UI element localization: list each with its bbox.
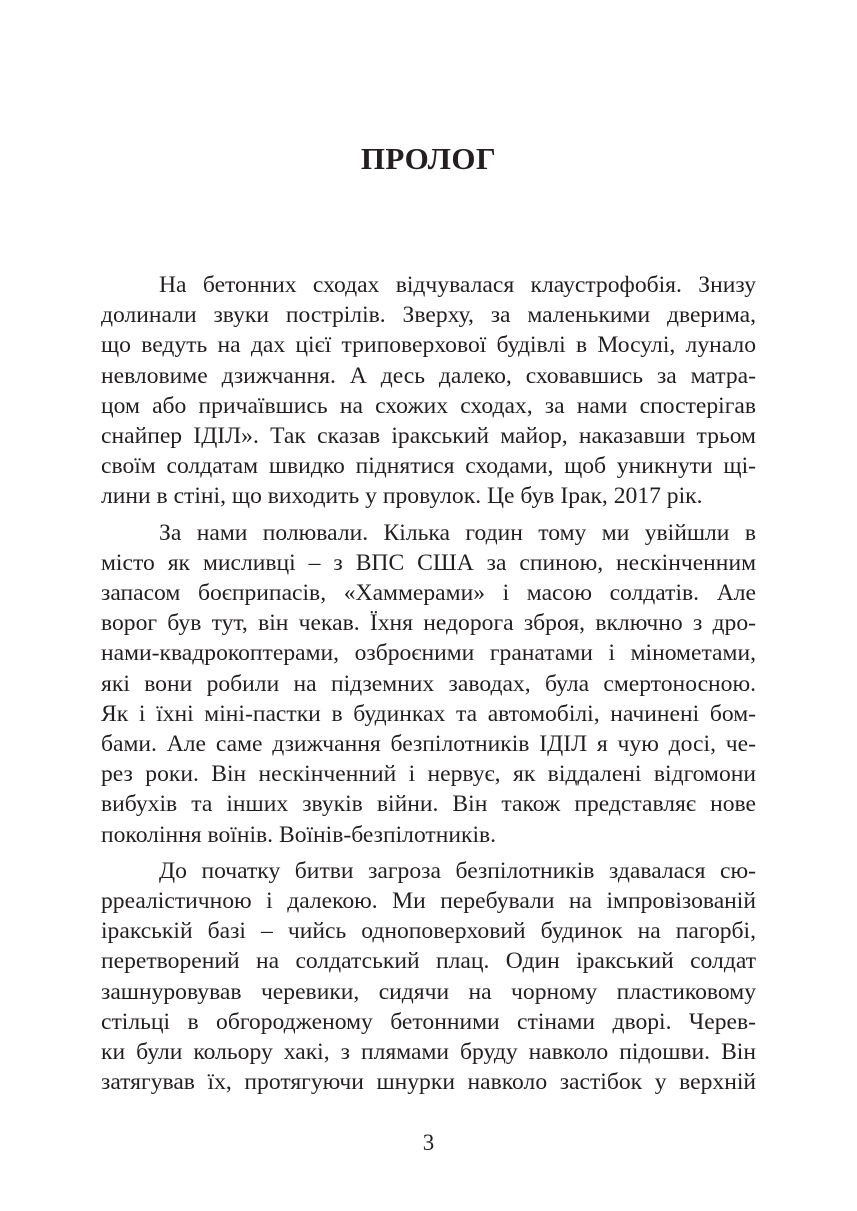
chapter-title: ПРОЛОГ bbox=[360, 141, 497, 176]
paragraph bbox=[101, 518, 756, 850]
text-line: вибухів та інших звуків війни. Він також представляє нове bbox=[101, 791, 756, 818]
text-line: До початку битви загроза безпілотників здавалася сю- bbox=[159, 857, 756, 884]
text-line: ки були кольору хакі, з плямами бруду навколо підошви. Він bbox=[101, 1039, 756, 1066]
text-line: іракській базі – чийсь одноповерховий будинок на пагорбі, bbox=[101, 918, 756, 945]
text-line: ворог був тут, він чекав. Їхня недорога зброя, включно з дро- bbox=[101, 610, 756, 637]
text-line: покоління воїнів. Воїнів-безпілотників. bbox=[101, 821, 497, 848]
text-line: своїм солдатам швидко піднятися сходами, щоб уникнути щі- bbox=[101, 453, 756, 480]
text-line: рреалістичною і далекою. Ми перебували на імпровізованій bbox=[101, 888, 756, 915]
text-line: Як і їхні міні-пастки в будинках та автомобілі, начинені бом- bbox=[101, 700, 756, 727]
text-line: зашнуровував черевики, сидячи на чорному пластиковому bbox=[101, 978, 756, 1005]
text-line: що ведуть на дах цієї триповерхової будівлі в Мосулі, лунало bbox=[101, 332, 756, 359]
text-line: стільці в обгородженому бетонними стінами дворі. Черев- bbox=[101, 1008, 756, 1035]
text-line: невловиме дзижчання. А десь далеко, сховавшись за матра- bbox=[101, 362, 756, 389]
text-line: запасом боєприпасів, «Хаммерами» і масою солдатів. Але bbox=[101, 580, 756, 607]
text-line: снайпер ІДІЛ». Так сказав іракський майор, наказавши трьом bbox=[101, 423, 756, 450]
text-line: цом або причаївшись на схожих сходах, за нами спостерігав bbox=[101, 392, 756, 419]
text-line: перетворений на солдатський плац. Один іракський солдат bbox=[101, 948, 756, 975]
text-line: які вони робили на підземних заводах, була смертоносною. bbox=[101, 670, 756, 697]
text-line: бами. Але саме дзижчання безпілотників ІДІЛ я чую досі, че- bbox=[101, 731, 756, 758]
text-line: долинали звуки пострілів. Зверху, за маленькими дверима, bbox=[101, 302, 756, 329]
paragraph bbox=[101, 856, 756, 1098]
text-line: нами-квадрокоптерами, озброєними гранатами і мінометами, bbox=[101, 640, 756, 667]
page-number: 3 bbox=[422, 1130, 435, 1155]
text-line: На бетонних сходах відчувалася клаустрофобія. Знизу bbox=[159, 272, 756, 298]
text-line: місто як мисливці – з ВПС США за спиною, нескінченним bbox=[101, 549, 756, 576]
paragraph bbox=[101, 270, 756, 512]
text-line: За нами полювали. Кілька годин тому ми увійшли в bbox=[159, 519, 756, 546]
text-line: рез роки. Він нескінченний і нервує, як віддалені відгомони bbox=[101, 761, 756, 788]
text-line: затягував їх, протягуючи шнурки навколо застібок у верхній bbox=[101, 1069, 756, 1096]
text-line: лини в стіні, що виходить у провулок. Це був Ірак, 2017 рік. bbox=[101, 483, 703, 510]
chapter-body bbox=[101, 270, 756, 1103]
